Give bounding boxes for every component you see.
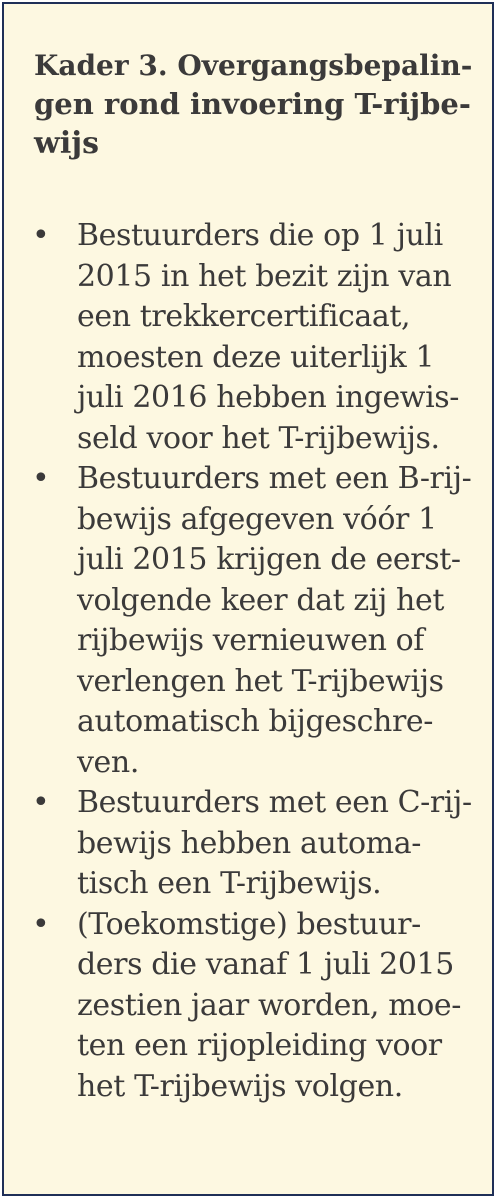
list-item-text bbox=[77, 459, 492, 783]
text-line: moesten deze uiterlijk 1 bbox=[77, 339, 435, 375]
kader-title-line: Kader 3. Overgangsbepalin- bbox=[34, 49, 473, 82]
text-line: het T-rijbewijs volgen. bbox=[77, 1068, 403, 1104]
kader-box bbox=[2, 2, 494, 1196]
text-line: Bestuurders met een B-rij- bbox=[77, 461, 472, 496]
text-line: volgende keer dat zij het bbox=[77, 582, 444, 618]
list-item bbox=[4, 905, 492, 1108]
list-item-text bbox=[77, 905, 492, 1108]
text-line: juli 2015 krijgen de eerst- bbox=[77, 542, 461, 577]
kader-title-line: wijs bbox=[34, 126, 99, 161]
bullet-icon: • bbox=[32, 906, 50, 942]
list-item bbox=[4, 783, 492, 905]
text-line: verlengen het T-rijbewijs bbox=[77, 663, 444, 699]
kader-title-line: gen rond invoering T-rijbe- bbox=[34, 87, 471, 121]
text-line: ten een rijopleiding voor bbox=[77, 1028, 442, 1063]
list-item bbox=[4, 216, 492, 459]
bullet-list bbox=[4, 216, 492, 1107]
bullet-icon: • bbox=[32, 461, 50, 496]
text-line: bewijs afgegeven vóór 1 bbox=[77, 501, 437, 537]
text-line: tisch een T-rijbewijs. bbox=[77, 866, 382, 901]
kader-title bbox=[34, 46, 474, 163]
text-line: automatisch bijgeschre- bbox=[77, 704, 433, 739]
text-line: 2015 in het bezit zijn van bbox=[77, 258, 452, 294]
text-line: een trekkercertificaat, bbox=[77, 299, 411, 334]
bullet-icon: • bbox=[32, 218, 50, 253]
text-line: Bestuurders met een C-rij- bbox=[77, 785, 472, 820]
text-line: bewijs hebben automa- bbox=[77, 825, 421, 861]
text-line: juli 2016 hebben ingewis- bbox=[77, 380, 460, 415]
text-line: seld voor het T-rijbewijs. bbox=[77, 420, 440, 456]
list-item bbox=[4, 459, 492, 783]
text-line: (Toekomstige) bestuur- bbox=[77, 906, 421, 942]
text-line: Bestuurders die op 1 juli bbox=[77, 218, 443, 253]
text-line: rijbewijs vernieuwen of bbox=[77, 623, 424, 658]
list-item-text bbox=[77, 783, 492, 905]
bullet-icon: • bbox=[32, 785, 50, 820]
text-line: ders die vanaf 1 juli 2015 bbox=[77, 947, 454, 982]
list-item-text bbox=[77, 216, 492, 459]
text-line: zestien jaar worden, moe- bbox=[77, 987, 461, 1023]
text-line: ven. bbox=[77, 744, 139, 780]
